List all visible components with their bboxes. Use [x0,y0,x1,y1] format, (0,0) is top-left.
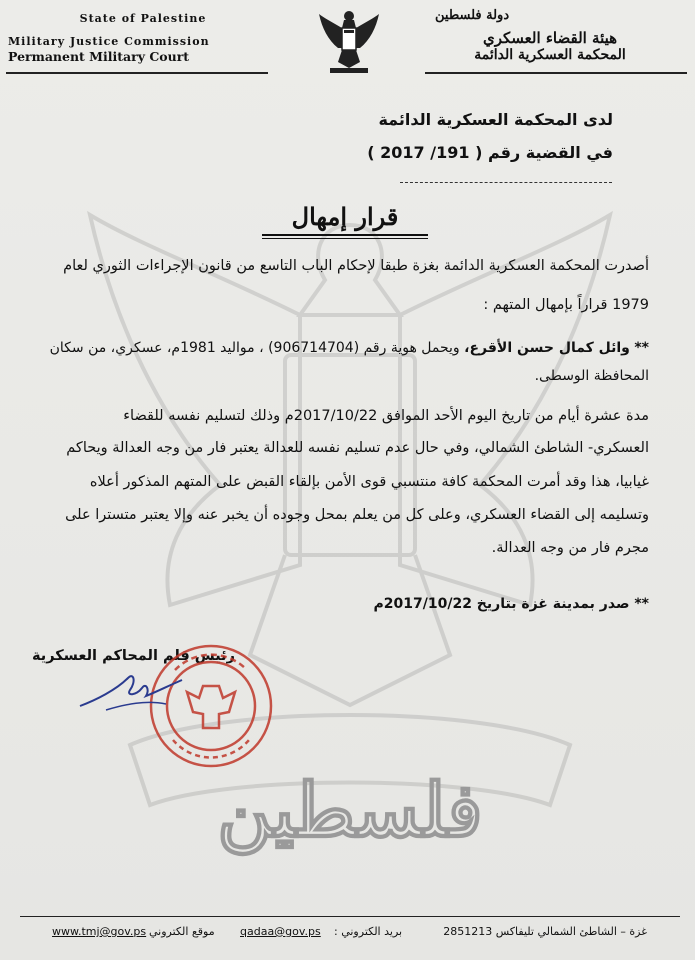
court-name: لدى المحكمة العسكرية الدائمة [378,110,613,129]
bullet-marker: ** [634,340,649,356]
body-line-6: العسكري- الشاطئ الشمالي، وفي حال عدم تسليم نفسه للعدالة يعتبر فار من وجه العدالة ويحاكم [66,440,649,456]
footer-email-label: بريد الكتروني : [334,925,403,938]
footer-email-link[interactable]: qadaa@gov.ps [240,925,321,938]
title-underline-thin [262,238,428,239]
header-arabic [415,8,685,63]
footer-website-label: موقع الكتروني [149,925,215,938]
body-line-4: المحافظة الوسطى. [534,368,649,384]
accused-name: وائل كمال حسن الأقرع، [464,340,630,356]
body-line-2: 1979 قراراً بإمهال المتهم : [483,297,649,313]
case-number: في القضية رقم ( 191/ 2017 ) [367,143,613,162]
header-en-court: Permanent Military Court [8,49,190,64]
handwritten-signature [76,660,186,720]
signatory-title: رئيس قلم المحاكم العسكرية [31,648,235,664]
watermark-text: فلسطين [217,768,483,854]
title-underline [262,234,428,236]
header-divider-left [6,72,268,74]
body-line-8: وتسليمه إلى القضاء العسكري، وعلى كل من يعلم بمحل وجوده أن يخبر عنه وإلا يعتبر متسترا على [65,507,649,523]
footer-address: غزة – الشاطئ الشمالي تليفاكس 2851213 [443,925,647,938]
accused-line [50,340,649,356]
header-en-commission: Military Justice Commission [8,35,210,48]
header-english [8,12,278,64]
document-title: قرار إمهال [291,202,399,231]
body-line-5: مدة عشرة أيام من تاريخ اليوم الأحد الموافق 2017/10/22م وذلك لتسليم نفسه للقضاء [123,408,649,424]
header-ar-court: المحكمة العسكرية الدائمة [474,47,626,63]
body-line-7: غيابيا، هذا وقد أمرت المحكمة كافة منتسبي قوى الأمن بإلقاء القبض على المتهم المذكور أعلاه [89,474,649,490]
dashed-separator [400,182,612,183]
body-line-1: أصدرت المحكمة العسكرية الدائمة بغزة طبقا لإحكام الباب التاسع من قانون الإجراءات الثوري لعام [63,258,649,274]
header-ar-commission: هيئة القضاء العسكري [482,29,618,47]
header-en-state: State of Palestine [79,12,207,25]
header-divider-right [425,72,687,74]
issued-date-line: ** صدر بمدينة غزة بتاريخ 2017/10/22م [373,596,649,612]
eagle-emblem-icon [318,8,380,74]
footer-divider [20,916,680,917]
body-line-9: مجرم فار من وجه العدالة. [491,540,649,556]
footer-website-link[interactable]: www.tmj@gov.ps [52,925,147,938]
accused-details: ويحمل هوية رقم (906714704) ، مواليد 1981م، عسكري، من سكان [49,340,460,356]
header-ar-state: دولة فلسطين [435,8,510,23]
